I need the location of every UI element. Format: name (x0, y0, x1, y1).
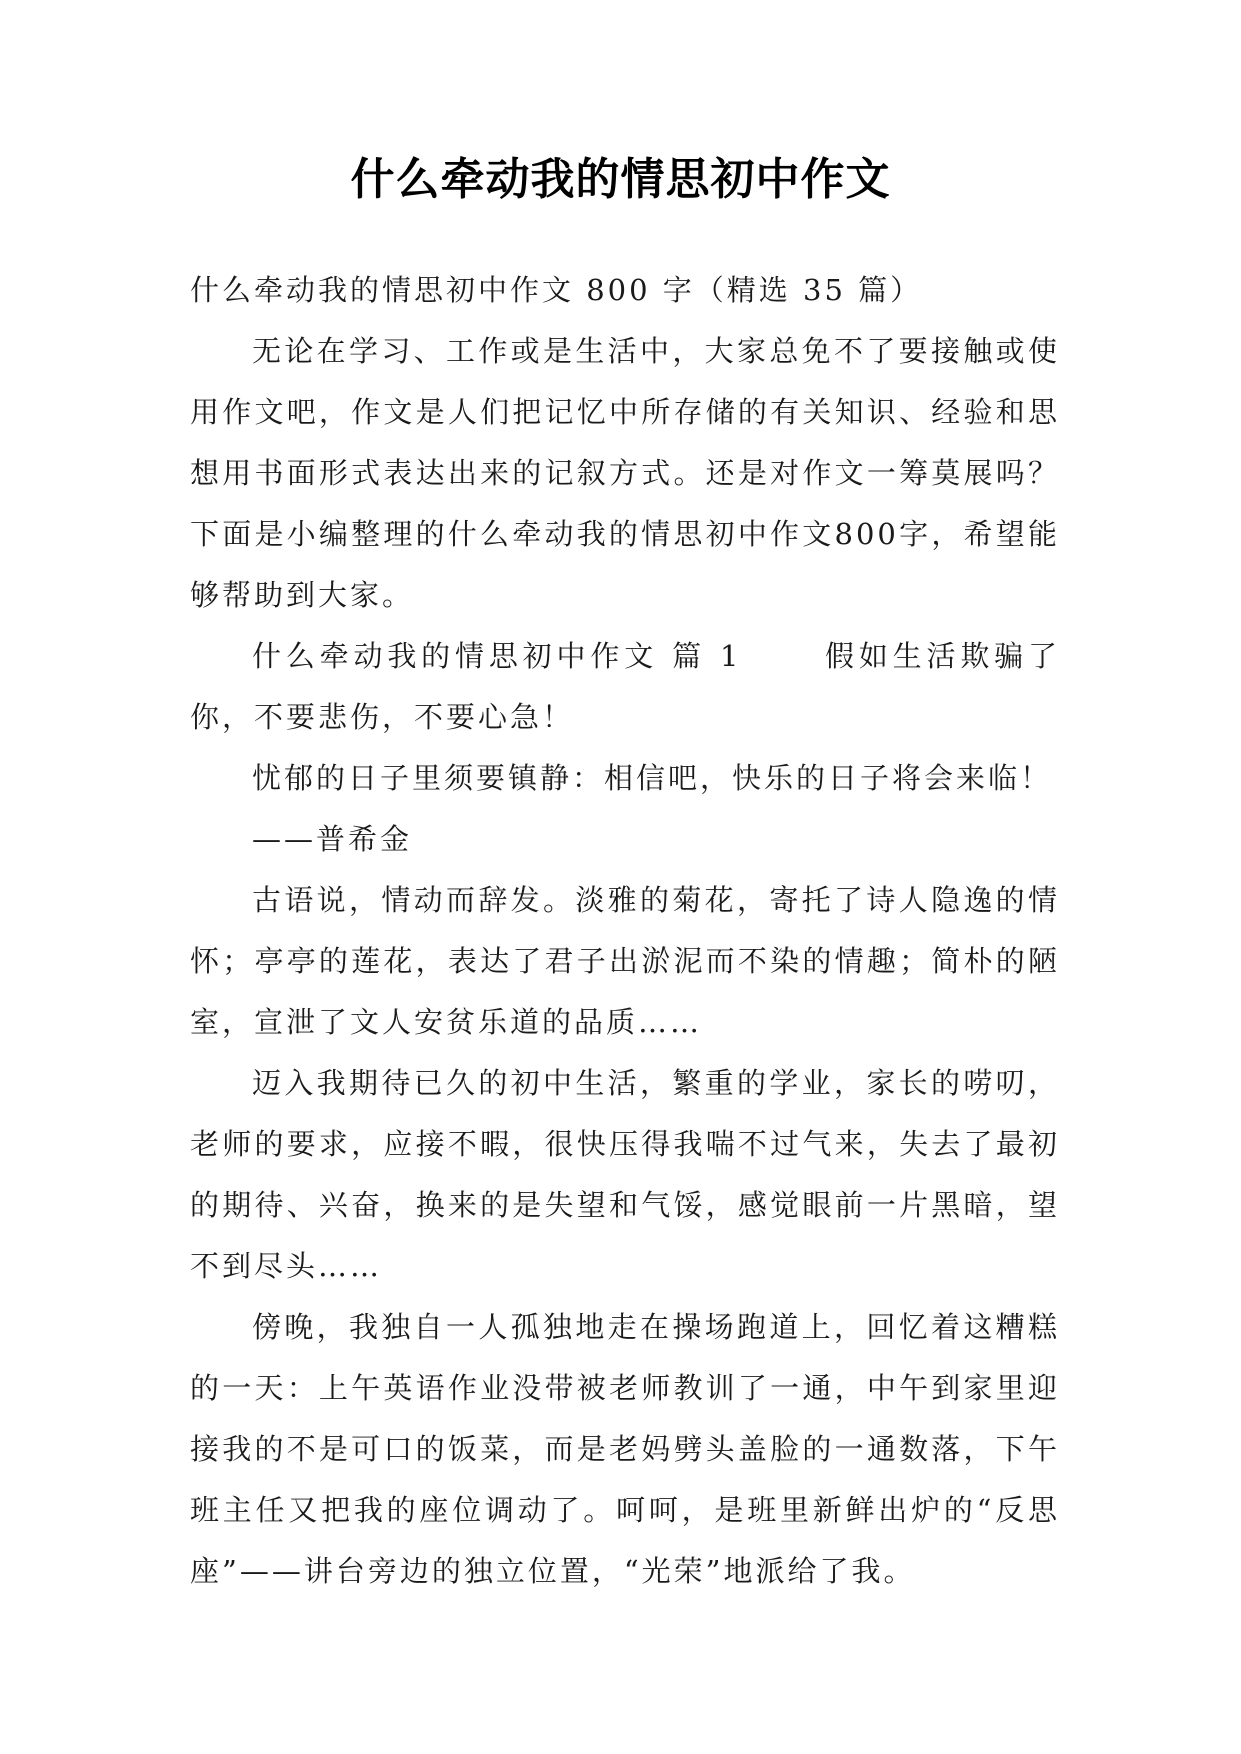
document-title: 什么牵动我的情思初中作文 (350, 154, 891, 205)
paragraph-body: 迈入我期待已久的初中生活，繁重的学业，家长的唠叨，老师的要求，应接不暇，很快压得我喘不过气来，失去了最初的期待、兴奋，换来的是失望和气馁，感觉眼前一片黑暗，望不到尽头…… (190, 1066, 1060, 1283)
paragraph-poem-line: 忧郁的日子里须要镇静：相信吧，快乐的日子将会来临！ (252, 761, 1053, 795)
document-body (190, 260, 1060, 1602)
paragraph-body: 古语说，情动而辞发。淡雅的菊花，寄托了诗人隐逸的情怀；亭亭的莲花，表达了君子出淤泥而不染的情趣；简朴的陋室，宣泄了文人安贫乐道的品质…… (190, 883, 1060, 1039)
paragraph-intro: 无论在学习、工作或是生活中，大家总免不了要接触或使用作文吧，作文是人们把记忆中所存储的有关知识、经验和思想用书面形式表达出来的记叙方式。还是对作文一筹莫展吗？下面是小编整理的什么牵动我的情思初中作文800字，希望能够帮助到大家。 (190, 334, 1060, 612)
paragraph-poem-author: ——普希金 (252, 822, 413, 856)
paragraph-essay-heading: 什么牵动我的情思初中作文 篇 1 假如生活欺骗了你，不要悲伤，不要心急！ (190, 639, 1060, 734)
document-subtitle: 什么牵动我的情思初中作文 800 字（精选 35 篇） (190, 273, 923, 307)
paragraph-body: 傍晚，我独自一人孤独地走在操场跑道上，回忆着这糟糕的一天：上午英语作业没带被老师教训了一通，中午到家里迎接我的不是可口的饭菜，而是老妈劈头盖脸的一通数落，下午班主任又把我的座位调动了。呵呵，是班里新鲜出炉的“反思座”——讲台旁边的独立位置，“光荣”地派给了我。 (190, 1310, 1060, 1588)
